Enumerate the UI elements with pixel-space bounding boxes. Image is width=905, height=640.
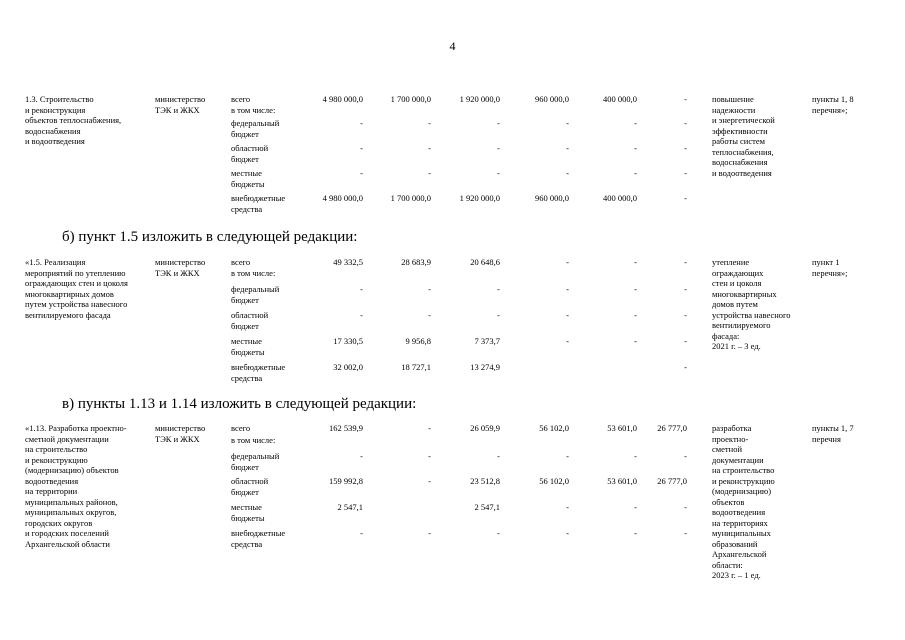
value-year: 400 000,0 <box>603 94 637 104</box>
funding-source: в том числе: <box>231 268 276 278</box>
funding-source: внебюджетные средства <box>231 362 286 383</box>
value-year: - <box>566 284 569 294</box>
funding-source: федеральный бюджет <box>231 118 280 139</box>
value-year: 56 102,0 <box>539 476 569 486</box>
value-total: - <box>360 284 363 294</box>
value-year: - <box>428 451 431 461</box>
value-total: 2 547,1 <box>337 502 363 512</box>
value-year: 56 102,0 <box>539 423 569 433</box>
value-year: - <box>684 143 687 153</box>
value-year: 1 700 000,0 <box>390 94 431 104</box>
measure-name: «1.13. Разработка проектно- сметной документации на строительство и реконструкцию (модернизацию) объектов водоотведения на территории муниципальных районов, муниципальных округов, городских округов и городских поселений Архангельской области <box>25 423 127 549</box>
funding-source: внебюджетные средства <box>231 193 286 214</box>
funding-source: областной бюджет <box>231 310 269 331</box>
funding-source: в том числе: <box>231 105 276 115</box>
value-total: 159 992,8 <box>329 476 363 486</box>
value-total: - <box>360 168 363 178</box>
value-year: - <box>428 143 431 153</box>
funding-source: местные бюджеты <box>231 336 265 357</box>
value-year: 53 601,0 <box>607 423 637 433</box>
value-year: - <box>566 451 569 461</box>
value-total: - <box>360 451 363 461</box>
value-year: - <box>428 310 431 320</box>
funding-source: всего <box>231 94 251 104</box>
value-year: - <box>497 143 500 153</box>
page-number: 4 <box>449 39 456 53</box>
value-year: 23 512,8 <box>470 476 500 486</box>
value-year: - <box>566 257 569 267</box>
value-year: - <box>634 336 637 346</box>
value-year: 2 547,1 <box>474 502 500 512</box>
value-total: - <box>360 143 363 153</box>
section-heading-v: в) пункты 1.13 и 1.14 изложить в следующей редакции: <box>62 396 417 412</box>
value-year: - <box>684 502 687 512</box>
value-year: - <box>684 94 687 104</box>
value-year: 28 683,9 <box>401 257 431 267</box>
funding-source: в том числе: <box>231 435 276 445</box>
value-year: - <box>684 118 687 128</box>
value-year: - <box>684 362 687 372</box>
value-total: 4 980 000,0 <box>322 94 363 104</box>
value-year: - <box>566 502 569 512</box>
value-year: 7 373,7 <box>474 336 500 346</box>
value-year: - <box>497 284 500 294</box>
value-year: 20 648,6 <box>470 257 500 267</box>
value-year: - <box>566 528 569 538</box>
value-year: - <box>566 168 569 178</box>
value-year: 400 000,0 <box>603 193 637 203</box>
value-year: - <box>428 476 431 486</box>
funding-source: местные бюджеты <box>231 502 265 523</box>
value-year: - <box>684 168 687 178</box>
value-year: - <box>497 451 500 461</box>
value-year: 9 956,8 <box>405 336 431 346</box>
value-year: - <box>634 502 637 512</box>
value-year: 1 920 000,0 <box>459 94 500 104</box>
value-year: - <box>634 143 637 153</box>
funding-source: внебюджетные средства <box>231 528 286 549</box>
expected-result: повышение надежности и энергетической эффективности работы систем теплоснабжения, водоснабжения и водоотведения <box>712 94 775 178</box>
value-year: - <box>684 310 687 320</box>
funding-source: федеральный бюджет <box>231 451 280 472</box>
value-year: - <box>634 284 637 294</box>
expected-result: утепление ограждающих стен и цоколя многоквартирных домов путем устройства навесного вентилируемого фасада: 2021 г. – 3 ед. <box>712 257 791 351</box>
value-year: 26 777,0 <box>657 423 687 433</box>
value-year: - <box>684 528 687 538</box>
funding-source: федеральный бюджет <box>231 284 280 305</box>
value-year: 960 000,0 <box>535 193 569 203</box>
value-year: 26 059,9 <box>470 423 500 433</box>
value-year: 1 920 000,0 <box>459 193 500 203</box>
responsible-executor: министерство ТЭК и ЖКХ <box>155 257 206 278</box>
value-total: 32 002,0 <box>333 362 363 372</box>
value-year: - <box>684 193 687 203</box>
funding-source: всего <box>231 257 251 267</box>
value-total: 4 980 000,0 <box>322 193 363 203</box>
value-year: - <box>684 336 687 346</box>
value-year: - <box>566 336 569 346</box>
value-year: - <box>497 528 500 538</box>
value-year: 26 777,0 <box>657 476 687 486</box>
value-total: - <box>360 528 363 538</box>
section-heading-b: б) пункт 1.5 изложить в следующей редакции: <box>62 229 358 245</box>
funding-source: областной бюджет <box>231 476 269 497</box>
value-year: 18 727,1 <box>401 362 431 372</box>
value-total: 49 332,5 <box>333 257 363 267</box>
funding-source: местные бюджеты <box>231 168 265 189</box>
value-total: 17 330,5 <box>333 336 363 346</box>
reference: пункт 1 перечня»; <box>812 257 848 278</box>
reference: пункты 1, 7 перечня <box>812 423 854 444</box>
value-year: - <box>497 118 500 128</box>
value-year: - <box>428 528 431 538</box>
value-year: - <box>634 310 637 320</box>
value-year: - <box>634 118 637 128</box>
value-total: - <box>360 118 363 128</box>
value-year: - <box>428 423 431 433</box>
value-year: 1 700 000,0 <box>390 193 431 203</box>
expected-result: разработка проектно- сметной документации на строительство и реконструкцию (модернизацию) объектов водоотведения на территориях муниципальных образований Архангельской области: 2023 г. – 1 ед. <box>712 423 775 580</box>
value-year: 13 274,9 <box>470 362 500 372</box>
value-year: - <box>428 284 431 294</box>
reference: пункты 1, 8 перечня»; <box>812 94 854 115</box>
value-year: - <box>497 168 500 178</box>
value-total: - <box>360 310 363 320</box>
value-year: - <box>634 528 637 538</box>
value-year: - <box>684 451 687 461</box>
value-year: - <box>428 118 431 128</box>
value-year: - <box>428 168 431 178</box>
measure-name: «1.5. Реализация мероприятий по утеплению ограждающих стен и цоколя многоквартирных домов путем устройства навесного вентилируемого фасада <box>25 257 128 320</box>
value-year: - <box>684 257 687 267</box>
value-year: - <box>634 168 637 178</box>
responsible-executor: министерство ТЭК и ЖКХ <box>155 94 206 115</box>
funding-source: областной бюджет <box>231 143 269 164</box>
funding-source: всего <box>231 423 251 433</box>
value-year: - <box>566 118 569 128</box>
value-year: 53 601,0 <box>607 476 637 486</box>
value-year: - <box>566 310 569 320</box>
measure-name: 1.3. Строительство и реконструкция объектов теплоснабжения, водоснабжения и водоотведения <box>25 94 122 146</box>
value-total: 162 539,9 <box>329 423 363 433</box>
value-year: - <box>566 143 569 153</box>
value-year: - <box>497 310 500 320</box>
value-year: - <box>634 451 637 461</box>
value-year: 960 000,0 <box>535 94 569 104</box>
value-year: - <box>684 284 687 294</box>
value-year: - <box>634 257 637 267</box>
responsible-executor: министерство ТЭК и ЖКХ <box>155 423 206 444</box>
